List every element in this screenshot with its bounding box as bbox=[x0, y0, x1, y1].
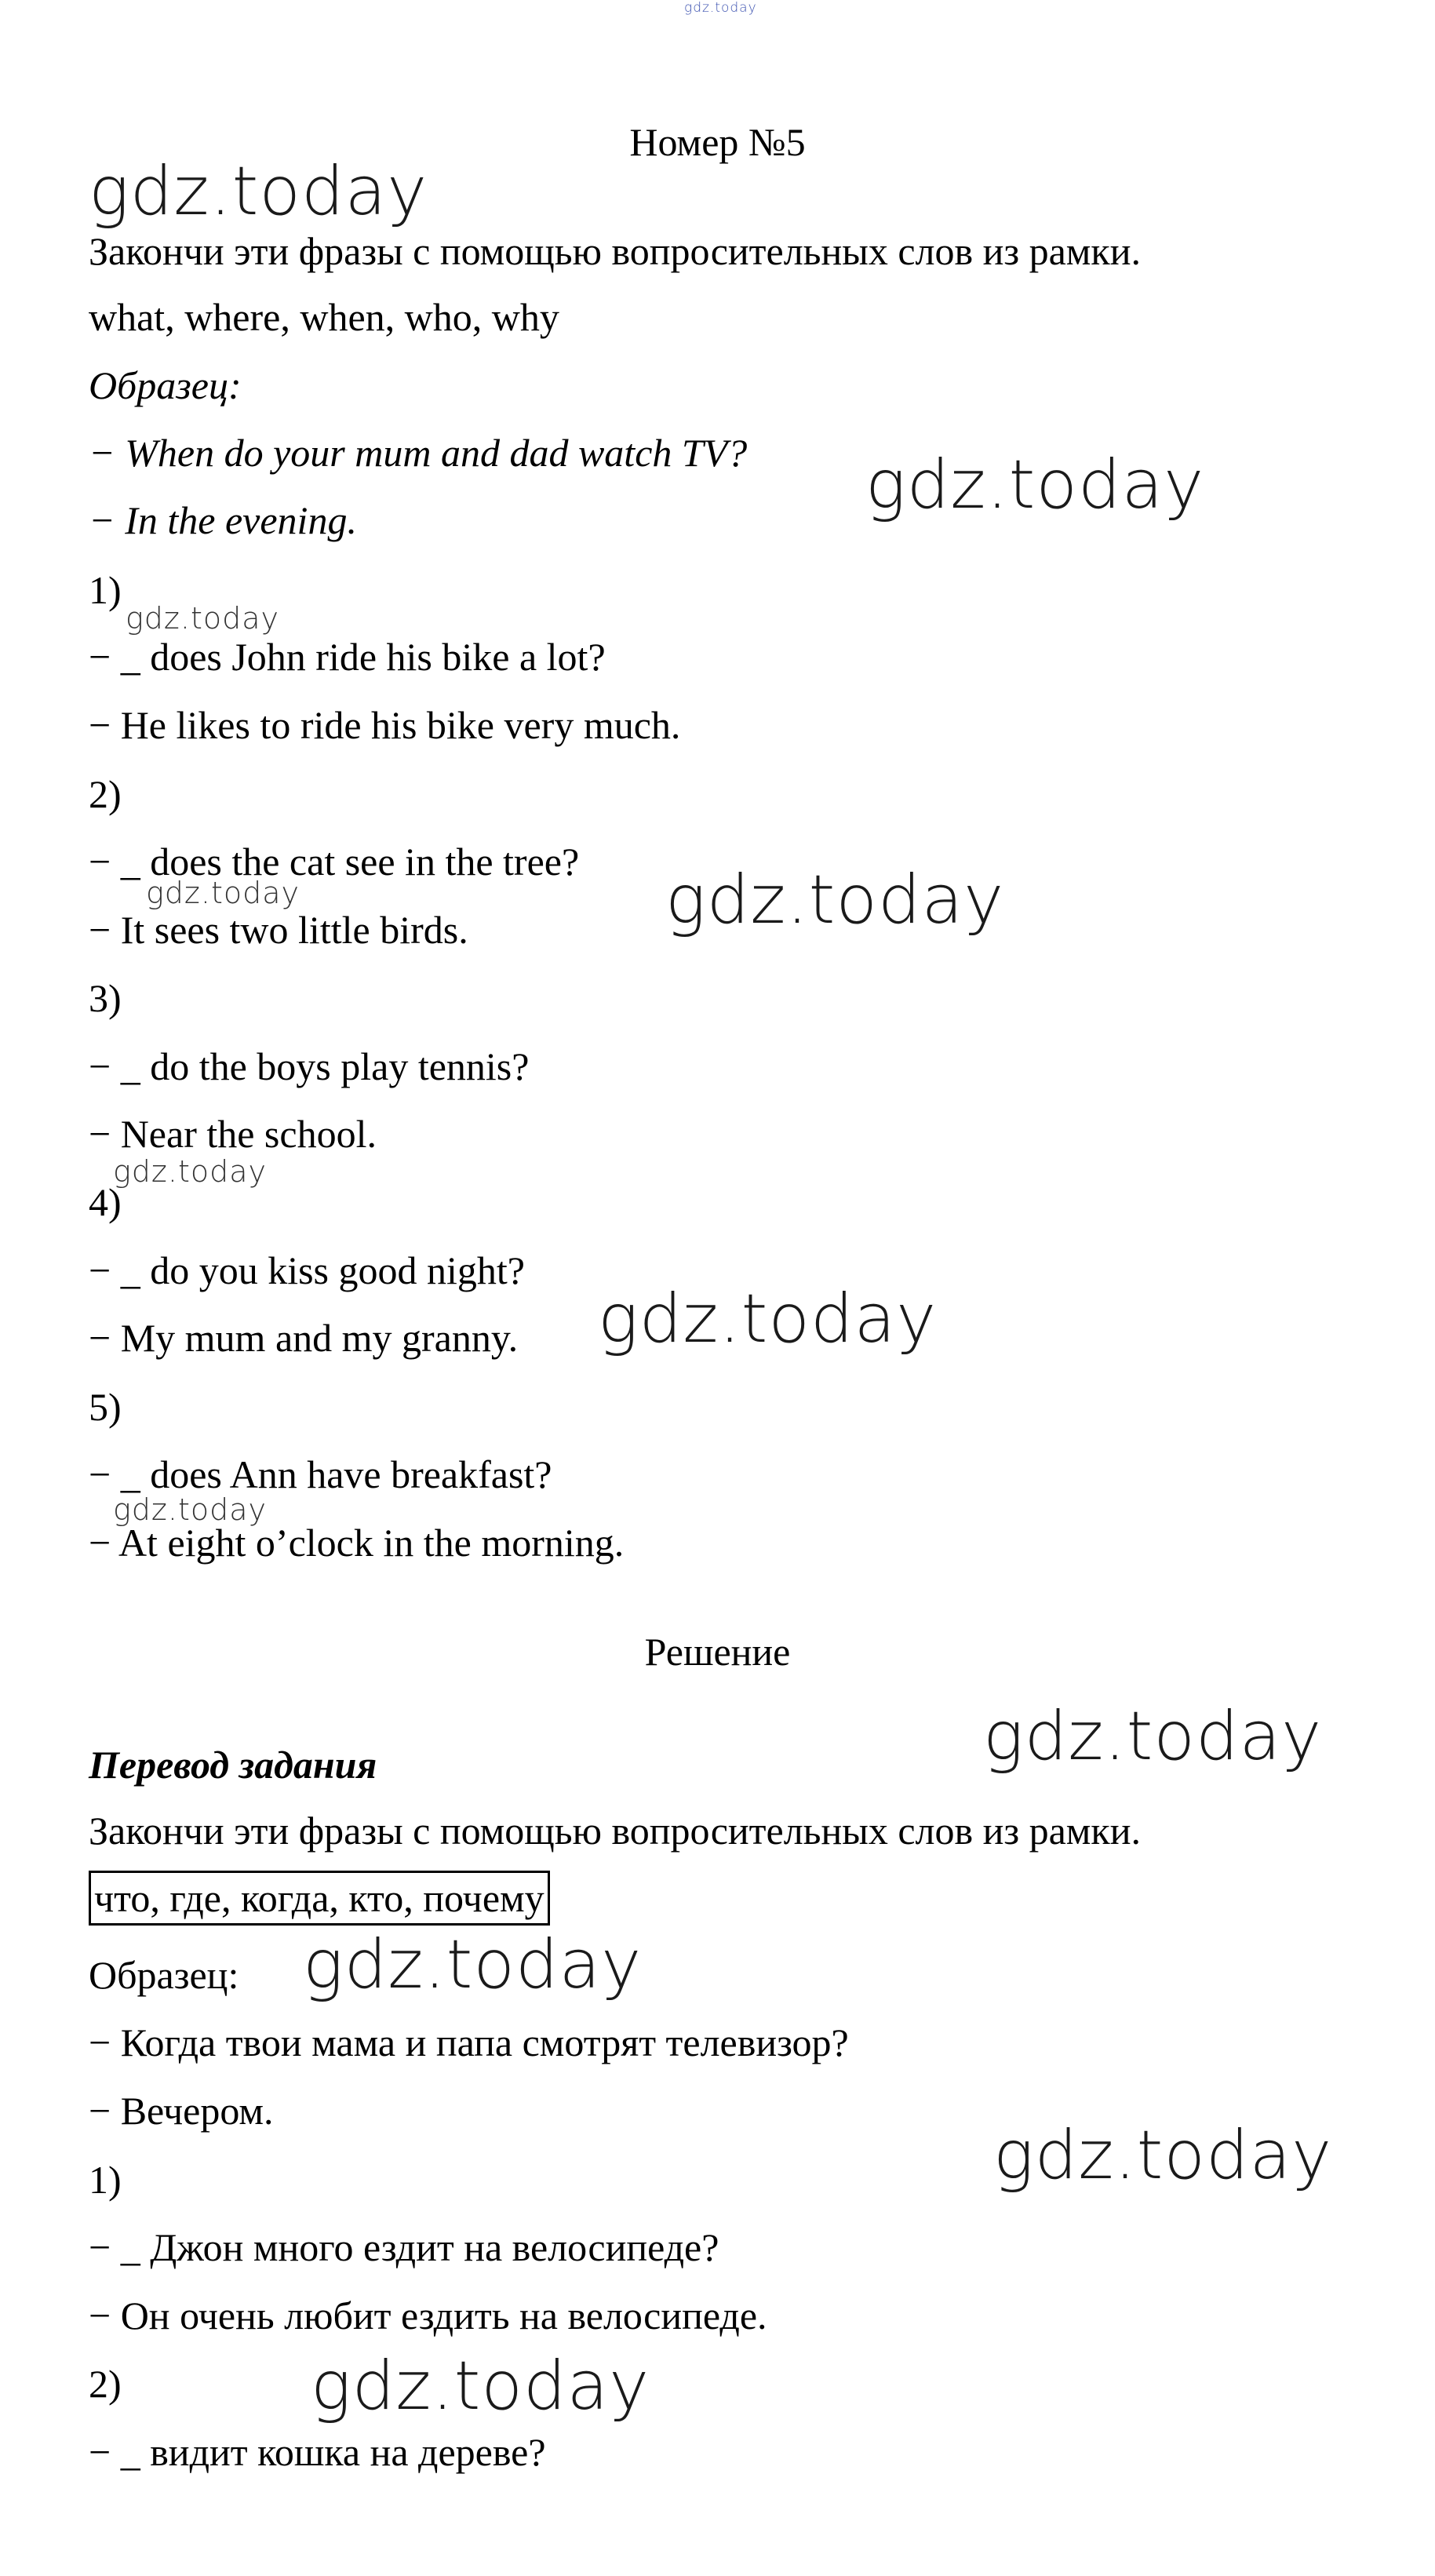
watermark: gdz.today bbox=[113, 1154, 267, 1189]
solution-item-number: 1) bbox=[89, 2158, 122, 2202]
item-number: 1) bbox=[89, 568, 122, 612]
solution-sample-question: − Когда твои мама и папа смотрят телевизор? bbox=[89, 2020, 849, 2064]
item-question: − _ does the cat see in the tree? bbox=[89, 840, 580, 884]
item-number: 2) bbox=[89, 772, 122, 816]
item-number: 3) bbox=[89, 976, 122, 1020]
sample-answer: − In the evening. bbox=[89, 498, 357, 542]
watermark: gdz.today bbox=[113, 1492, 267, 1527]
watermark: gdz.today bbox=[598, 1280, 938, 1358]
solution-sample-label: Образец: bbox=[89, 1953, 239, 1997]
watermark: gdz.today bbox=[665, 861, 1005, 939]
item-answer: − He likes to ride his bike very much. bbox=[89, 703, 681, 747]
watermark: gdz.today bbox=[126, 601, 279, 636]
item-answer: − It sees two little birds. bbox=[89, 908, 468, 952]
solution-item-question: − _ Джон много ездит на велосипеде? bbox=[89, 2225, 719, 2269]
translation-heading: Перевод задания bbox=[89, 1743, 377, 1787]
page-title: Номер №5 bbox=[629, 120, 806, 164]
item-answer: − My mum and my granny. bbox=[89, 1316, 519, 1360]
item-answer: − Near the school. bbox=[89, 1112, 377, 1156]
watermark: gdz.today bbox=[146, 876, 300, 910]
watermark: gdz.today bbox=[303, 1926, 643, 2004]
item-question: − _ does Ann have breakfast? bbox=[89, 1452, 552, 1496]
solution-item-question: − _ видит кошка на дереве? bbox=[89, 2430, 546, 2474]
solution-item-answer: − Он очень любит ездить на велосипеде. bbox=[89, 2294, 767, 2337]
watermark: gdz.today bbox=[865, 446, 1205, 524]
item-question: − _ do you kiss good night? bbox=[89, 1248, 525, 1292]
watermark: gdz.today bbox=[311, 2347, 650, 2425]
item-answer: − At eight o’clock in the morning. bbox=[89, 1521, 625, 1565]
sample-question: − When do your mum and dad watch TV? bbox=[89, 431, 748, 475]
words-box-line bbox=[89, 1871, 550, 1926]
solution-sample-answer: − Вечером. bbox=[89, 2089, 274, 2133]
sample-label: Образец: bbox=[89, 363, 242, 407]
task-words: what, where, when, who, why bbox=[89, 295, 559, 339]
solution-item-number: 2) bbox=[89, 2362, 122, 2406]
item-question: − _ do the boys play tennis? bbox=[89, 1044, 530, 1088]
solution-heading: Решение bbox=[644, 1630, 791, 1674]
watermark: gdz.today bbox=[89, 152, 428, 231]
top-watermark: gdz.today bbox=[684, 0, 757, 16]
solution-instruction: Закончи эти фразы с помощью вопросительных слов из рамки. bbox=[89, 1809, 1141, 1853]
watermark: gdz.today bbox=[983, 1697, 1323, 1776]
watermark: gdz.today bbox=[993, 2116, 1333, 2195]
words-box: что, где, когда, кто, почему bbox=[89, 1871, 550, 1926]
task-instruction: Закончи эти фразы с помощью вопросительных слов из рамки. bbox=[89, 229, 1141, 273]
item-number: 4) bbox=[89, 1180, 122, 1224]
item-question: − _ does John ride his bike a lot? bbox=[89, 635, 606, 679]
item-number: 5) bbox=[89, 1385, 122, 1429]
